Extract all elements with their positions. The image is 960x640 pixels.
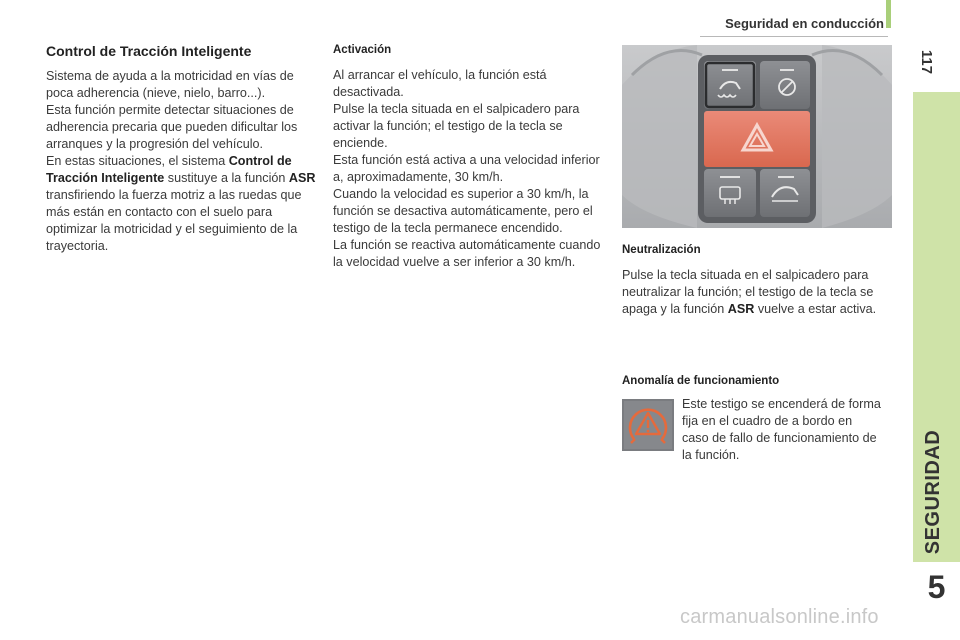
text-run: transfiriendo la fuerza motriz a las ruedas que más están en contacto con el suelo para optimizar la motricidad y el seguimiento de la trayectoria.: [46, 188, 302, 253]
neutralization-paragraph: [622, 267, 894, 318]
section-title: Control de Tracción Inteligente: [46, 43, 252, 59]
bold-term: ASR: [727, 302, 755, 316]
column-activation: [333, 42, 608, 271]
header-title: Seguridad en conducción: [725, 16, 884, 31]
intro-paragraph-3: [46, 153, 318, 255]
header-rule: [700, 36, 888, 37]
page-number: 117: [918, 49, 935, 75]
activation-paragraph-4: Cuando la velocidad es superior a 30 km/h, la función se desactiva automáticamente, pero el testigo de la tecla permanece encendido.: [333, 187, 593, 235]
intro-paragraph-1: Sistema de ayuda a la motricidad en vías de poca adherencia (nieve, nielo, barro...).: [46, 69, 294, 100]
header-accent-bar: [886, 0, 891, 28]
text-run: Este testigo se encenderá de forma fija en el cuadro de a bordo en caso de fallo de funcionamiento de la función.: [682, 397, 881, 462]
text-run: sustituye a la función: [164, 171, 289, 185]
text-run: vuelve a estar activa.: [754, 302, 877, 316]
column-neutralization: [622, 242, 894, 318]
bold-term: Control de Tracción Inteligente: [46, 154, 292, 185]
activation-paragraph-1: Al arrancar el vehículo, la función está desactivada.: [333, 68, 547, 99]
text-run: Pulse la tecla situada en el salpicadero para neutralizar la función; el testigo de la tecla se apaga y la función: [622, 268, 874, 316]
text-run: En estas situaciones, el sistema: [46, 154, 229, 168]
watermark: carmanualsonline.info: [680, 606, 879, 628]
column-intro: [46, 42, 318, 255]
warning-lamp-icon: [622, 399, 674, 451]
section-name: SEGURIDAD: [922, 429, 944, 555]
dashboard-switch-photo: [622, 45, 892, 228]
chapter-number: 5: [927, 569, 946, 605]
neutralization-heading: Neutralización: [622, 244, 701, 256]
anomaly-text: [682, 396, 882, 464]
intro-paragraph-2: Esta función permite detectar situaciones de adherencia precaria que pueden dificultar los arranques y la progresión del vehículo.: [46, 103, 298, 151]
activation-paragraph-5: La función se reactiva automáticamente cuando la velocidad vuelve a ser inferior a 30 km/h.: [333, 238, 601, 269]
activation-heading: Activación: [333, 44, 392, 56]
anomaly-heading: Anomalía de funcionamiento: [622, 375, 780, 387]
activation-paragraph-2: Pulse la tecla situada en el salpicadero para activar la función; el testigo de la tecla se enciende.: [333, 102, 580, 150]
bold-term: ASR: [288, 171, 316, 185]
activation-paragraph-3: Esta función está activa a una velocidad inferior a, aproximadamente, 30 km/h.: [333, 153, 600, 184]
